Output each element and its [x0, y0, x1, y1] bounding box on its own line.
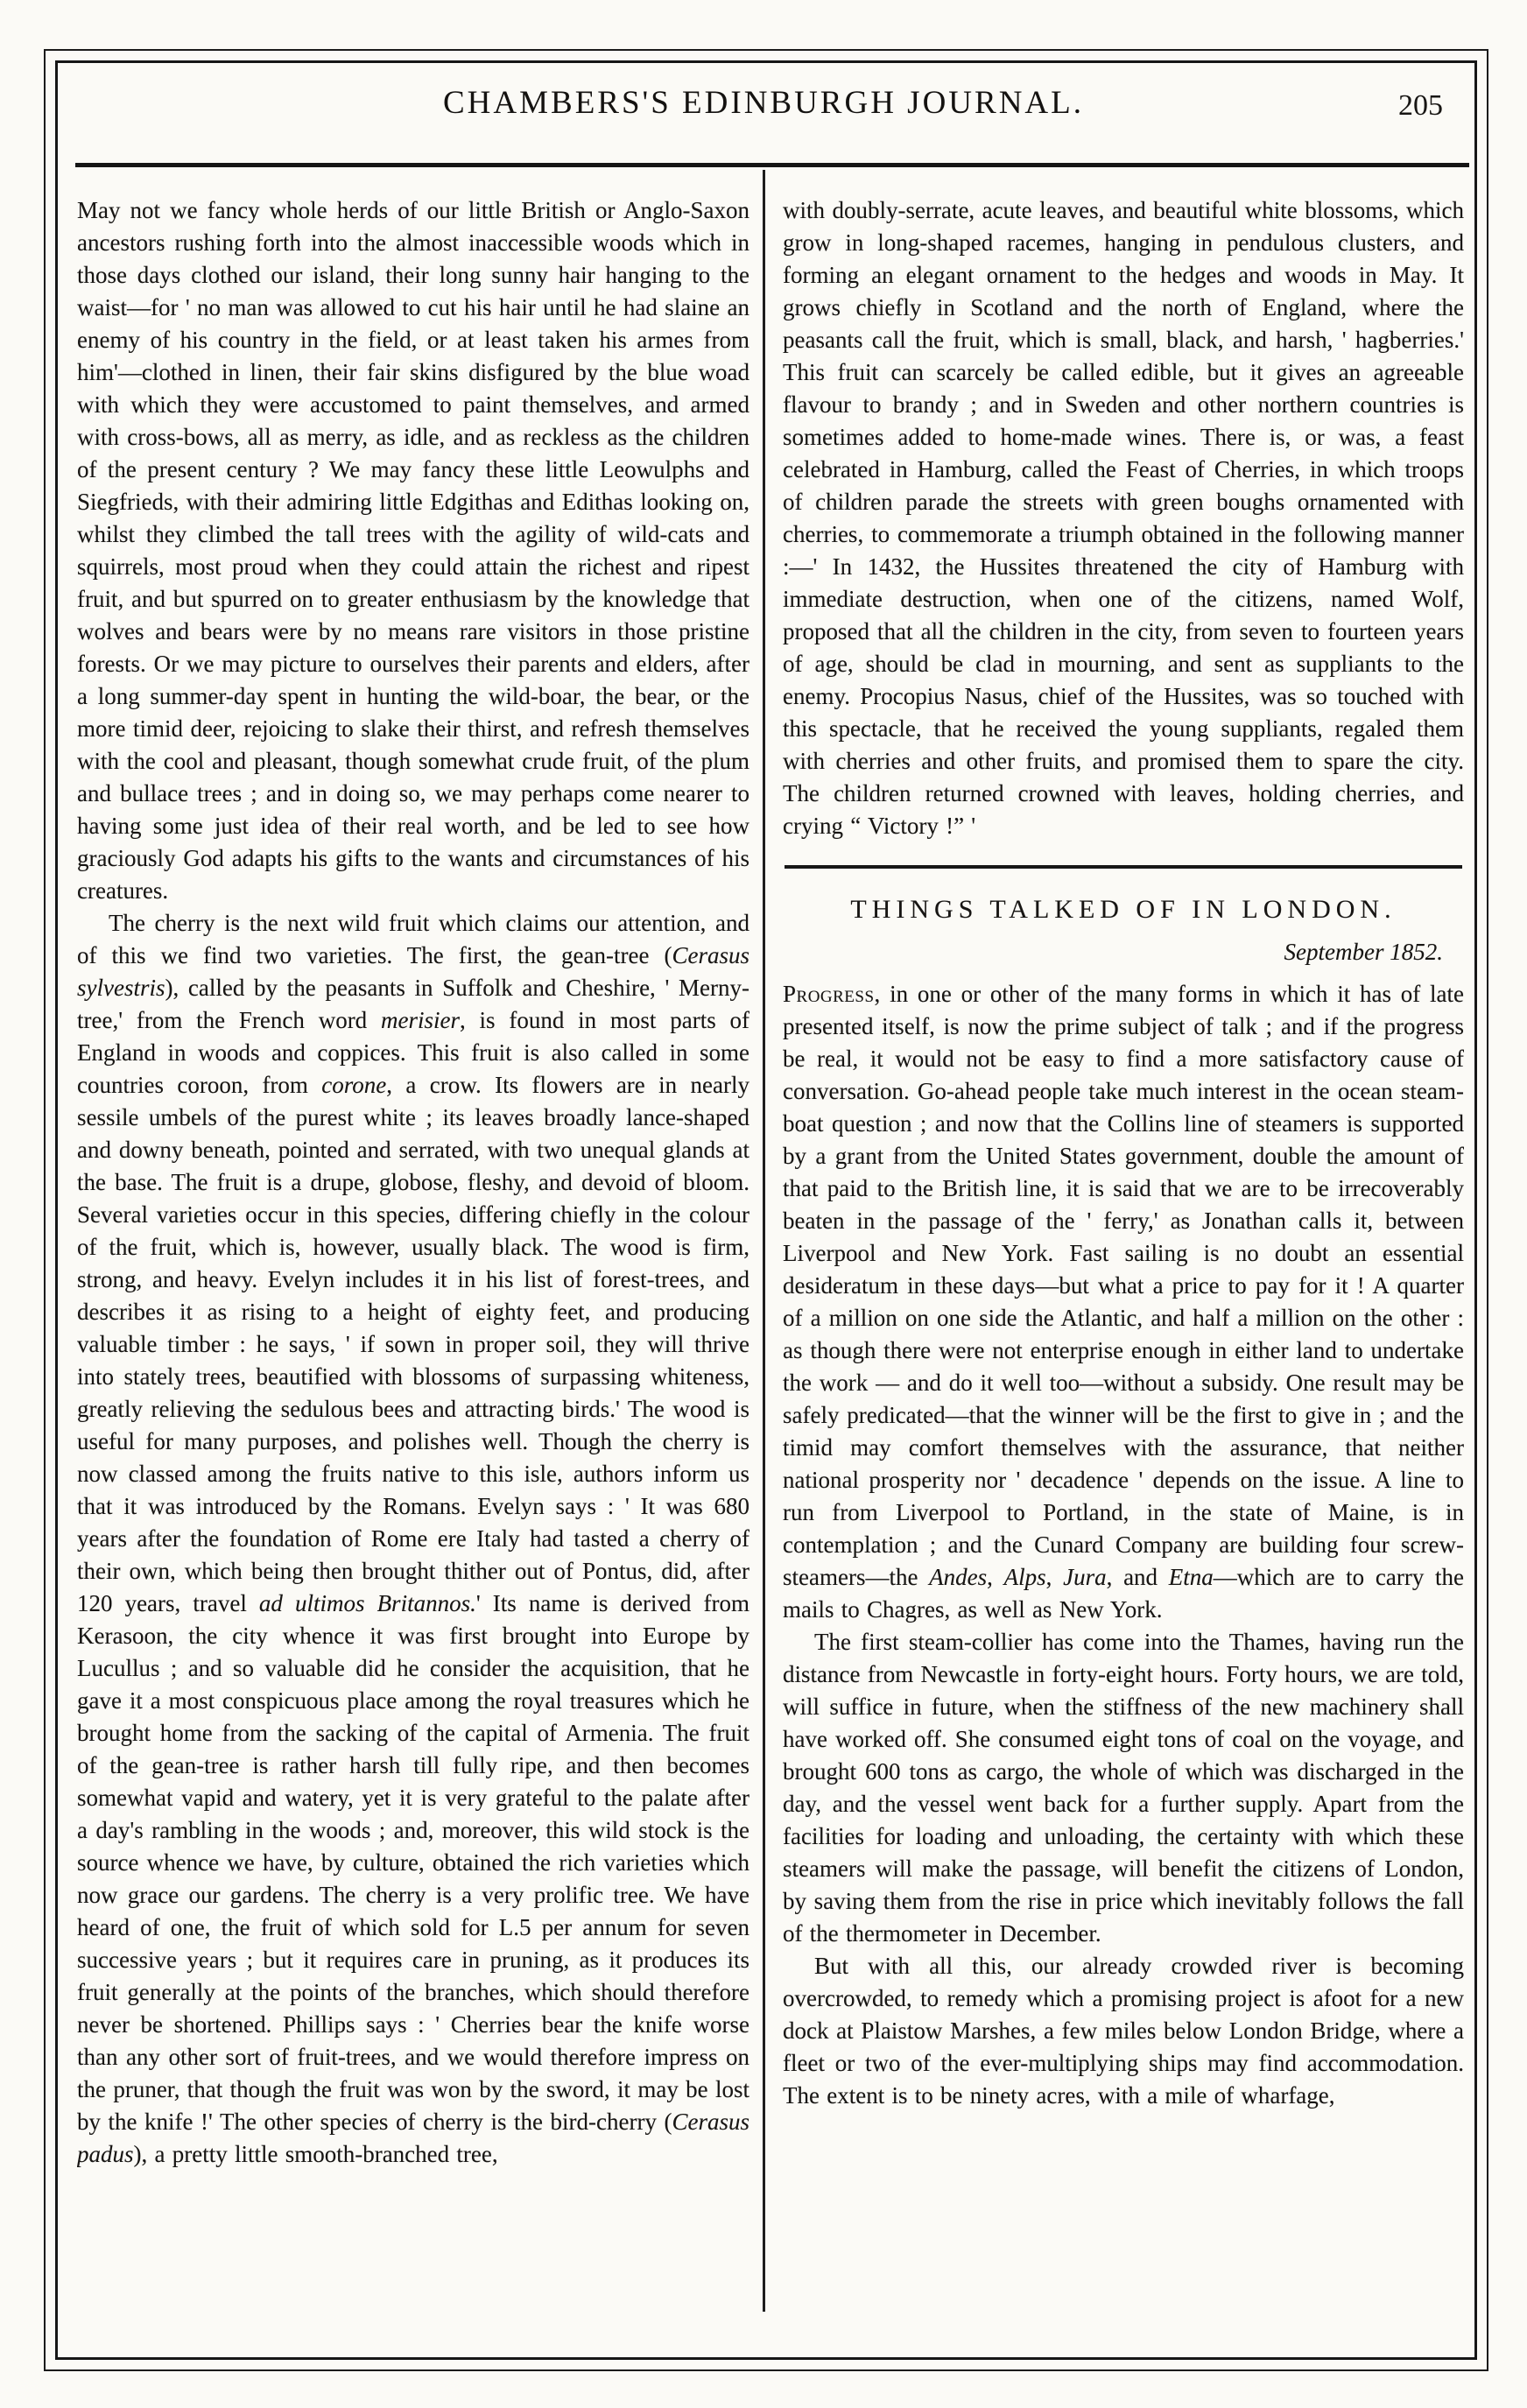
paragraph [77, 194, 749, 907]
paragraph [783, 1626, 1464, 1950]
section-dateline: September 1852. [1284, 939, 1443, 965]
text-segment: May not we fancy whole herds of our little British or Anglo-Saxon ancestors rushing forth into the almost inaccessible woods which in those days clothed our island, their long sunny hair hanging to the waist—for ' no man was allowed to cut his hair until he had slaine an enemy of his country in the field, or at least taken his armes from him'—clothed in linen, their fair skins disfigured by the blue woad with which they were accustomed to paint themselves, and armed with cross-bows, all as merry, as idle, and as reckless as the children of the present century ? We may fancy these little Leowulphs and Siegfrieds, with their admiring little Edgithas and Edithas looking on, whilst they climbed the tall trees with the agility of wild-cats and squirrels, most proud when they could attain the richest and ripest fruit, and but spurred on to greater enthusiasm by the knowledge that wolves and bears were by no means rare visitors in those pristine forests. Or we may picture to ourselves their parents and elders, after a long summer-day spent in hunting the wild-boar, the bear, or the more timid deer, rejoicing to slake their thirst, and refresh themselves with the cool and pleasant, though somewhat crude fruit, of the plum and bullace trees ; and in doing so, we may perhaps come nearer to having some just idea of their real worth, and be led to see how graciously God adapts his gifts to the wants and circumstances of his creatures. [77, 197, 749, 904]
italic-text: corone [321, 1072, 387, 1098]
text-segment: The cherry is the next wild fruit which claims our attention, and of this we find two varieties. The first, the gean-tree ( [77, 910, 749, 968]
text-segment: But with all this, our already crowded river is becoming overcrowded, to remedy which a promising project is afoot for a new dock at Plaistow Marshes, a few miles below London Bridge, where a fleet or two of the ever-multiplying ships may find accommodation. The extent is to be ninety acres, with a mile of wharfage, [783, 1953, 1464, 2109]
column-divider-rule [763, 170, 765, 2312]
italic-text: ad ultimos Britannos. [258, 1590, 476, 1616]
italic-text: Etna [1168, 1564, 1214, 1590]
text-segment: ), a pretty little smooth-branched tree, [133, 2141, 498, 2167]
text-segment: ), called by the peasants in Suffolk and Cheshire, ' Merny-tree,' from the French word [77, 975, 749, 1033]
header-rule [75, 163, 1469, 167]
text-segment: with doubly-serrate, acute leaves, and beautiful white blossoms, which grow in long-shaped racemes, hanging in pendulous clusters, and forming an elegant ornament to the hedges and woods in May. It grows chiefly in Scotland and the north of England, where the peasants call the fruit, which is small, black, and harsh, ' hagberries.' This fruit can scarcely be called edible, but it gives an agreeable flavour to brandy ; and in Sweden and other northern countries is sometimes added to home-made wines. There is, or was, a feast celebrated in Hamburg, called the Feast of Cherries, in which troops of children parade the streets with green boughs ornamented with cherries, to commemorate a triumph obtained in the following manner :—' In 1432, the Hussites threatened the city of Hamburg with immediate destruction, when one of the citizens, named Wolf, proposed that all the children in the city, from seven to fourteen years of age, should be clad in mourning, and sent as suppliants to the enemy. Procopius Nasus, chief of the Hussites, was so touched with this spectacle, that he received the young suppliants, regaled them with cherries and other fruits, and promised them to spare the city. The children returned crowned with leaves, holding cherries, and crying “ Victory !” ' [783, 197, 1464, 839]
page-number: 205 [1398, 89, 1443, 122]
text-segment: , in one or other of the many forms in which it has of late presented itself, is now the prime subject of talk ; and if the progress be real, it would not be easy to find a more satisfactory cause of conversation. Go-ahead people take much interest in the ocean steam-boat question ; and now that the Collins line of steamers is supported by a grant from the United States government, double the amount of that paid to the British line, it is said that we are to be irrecoverably beaten in the passage of the ' ferry,' as Jonathan calls it, between Liverpool and New York. Fast sailing is no doubt an essential desideratum in these days—but what a price to pay for it ! A quarter of a million on one side the Atlantic, and half a million on the other : as though there were not enterprise enough in either land to undertake the work — and do it well too—without a subsidy. One result may be safely predicated—that the winner will be the first to give in ; and the timid may comfort themselves with the assurance, that neither national prosperity nor ' decadence ' depends on the issue. A line to run from Liverpool to Portland, in the state of Maine, is in contemplation ; and the Cunard Company are building four screw-steamers—the [783, 981, 1464, 1590]
italic-text: Alps [1003, 1564, 1046, 1590]
text-segment: , [987, 1564, 1004, 1590]
italic-text: Andes [929, 1564, 988, 1590]
paragraph [783, 194, 1464, 842]
text-segment: The first steam-collier has come into the Thames, having run the distance from Newcastle in forty-eight hours. Forty hours, we are told, will suffice in future, when the stiffness of the new machinery shall have worked off. She consumed eight tons of coal on the voyage, and brought 600 tons as cargo, the whole of which was discharged in the day, and the vessel went back for a further supply. Apart from the facilities for loading and unloading, the certainty with which these steamers will make the passage, will benefit the citizens of London, by saving them from the rise in price which inevitably follows the fall of the thermometer in December. [783, 1629, 1464, 1947]
italic-text: Cerasus padus [77, 2109, 749, 2167]
text-segment: —which are to carry the mails to Chagres, as well as New York. [783, 1564, 1464, 1623]
smallcaps-text: Progress [783, 981, 875, 1007]
journal-title: CHAMBERS'S EDINBURGH JOURNAL. [443, 85, 1084, 121]
italic-text: Cerasus sylvestris [77, 942, 749, 1001]
page-header [158, 84, 1369, 122]
right-column [783, 194, 1464, 2322]
section-heading: THINGS TALKED OF IN LONDON. [850, 895, 1397, 924]
left-column [77, 194, 749, 2322]
section-divider-rule [785, 865, 1462, 869]
italic-text: merisier [380, 1007, 460, 1033]
paragraph [77, 907, 749, 2171]
cherry-article-continuation [783, 194, 1464, 842]
paragraph [783, 1950, 1464, 2112]
text-segment: , is found in most parts of England in woods and coppices. This fruit is also called in some countries coroon, from [77, 1007, 749, 1098]
text-segment: ' Its name is derived from Kerasoon, the city whence it was first brought into Europe by Lucullus ; and so valuable did he consider the acquisition, that he gave it a most conspicuous place among the royal treasures which he brought home from the sacking of the capital of Armenia. The fruit of the gean-tree is rather harsh till fully ripe, and then becomes somewhat vapid and watery, yet it is very grateful to the palate after a day's rambling in the woods ; and, moreover, this wild stock is the source whence we have, by culture, obtained the rich varieties which now grace our gardens. The cherry is a very prolific tree. We have heard of one, the fruit of which sold for L.5 per annum for seven successive years ; but it requires care in pruning, as it produces its fruit generally at the points of the branches, which should therefore never be shortened. Phillips says : ' Cherries bear the knife worse than any other sort of fruit-trees, and we would therefore impress on the pruner, that though the fruit was won by the sword, it may be lost by the knife !' The other species of cherry is the bird-cherry ( [77, 1590, 749, 2135]
paragraph [783, 978, 1464, 1626]
london-article-body [783, 978, 1464, 2112]
text-segment: , a crow. Its flowers are in nearly sessile umbels of the purest white ; its leaves broadly lance-shaped and downy beneath, pointed and serrated, with two unequal glands at the base. The fruit is a drupe, globose, fleshy, and devoid of bloom. Several varieties occur in this species, differing chiefly in the colour of the fruit, which is, however, usually black. The wood is firm, strong, and heavy. Evelyn includes it in his list of forest-trees, and describes it as rising to a height of eighty feet, and producing valuable timber : he says, ' if sown in proper soil, they will thrive into stately trees, beautified with blossoms of surpassing whiteness, greatly relieving the sedulous bees and attracting birds.' The wood is useful for many purposes, and polishes well. Though the cherry is now classed among the fruits native to this isle, authors inform us that it was introduced by the Romans. Evelyn says : ' It was 680 years after the foundation of Rome ere Italy had tasted a cherry of their own, which being then brought thither out of Pontus, did, after 120 years, travel [77, 1072, 749, 1616]
italic-text: Jura [1063, 1564, 1107, 1590]
text-segment: , [1045, 1564, 1064, 1590]
text-segment: , and [1106, 1564, 1169, 1590]
